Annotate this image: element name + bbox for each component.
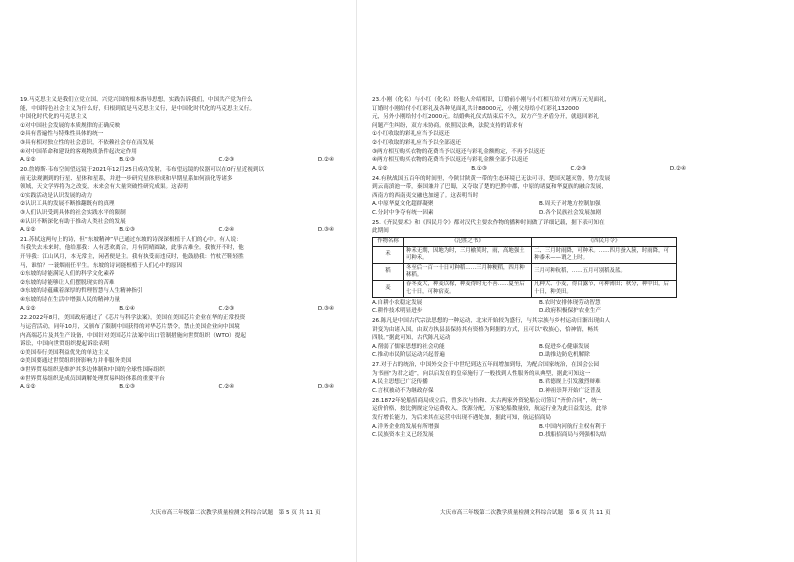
q19-stem-line: 能，中国特色社会主义为什么好，归根到底是马克思主义行，是中国化时代化的马克思主义行。 [20,105,255,112]
q20-options [20,226,354,235]
table-cell: 种禾无期，因地为时，三月榆荚时，雨，高地强土可种禾。 [404,247,532,264]
table-row [373,264,677,281]
question-21 [20,236,354,313]
q20-item: ②认识工具的发展不断推翻既有的真理 [20,201,115,208]
q26-options [372,343,706,360]
q21-stem-line: 21.苏轼这两句上的诗，但“东坡精神”早已通过东坡的诗深深根植于人们的心中。有人说： [20,236,242,243]
q26-option-d[interactable]: D.助推边防危机解除 [539,352,590,359]
question-28 [372,397,706,440]
q19-item: ②具有普遍性与特殊性具体的统一 [20,131,104,138]
q23-item: ②小红收取的彩礼应当予以全部返还 [372,139,461,146]
q19-item: ①对中国社会发展的本质规律的正确反映 [20,122,121,129]
q22-option-c[interactable]: C.②④ [218,384,235,391]
table-header-cell: 《四民月令》 [532,237,677,246]
q20-option-c[interactable]: C.②④ [218,227,235,234]
question-25 [372,219,706,316]
q22-option-b[interactable]: B.①③ [119,384,135,391]
q24-options [372,200,706,217]
table-row [373,280,677,297]
q25-crop-table [372,237,677,298]
q28-option-c[interactable]: C.民族资本主义已经发展 [372,432,434,439]
table-row [373,247,677,264]
q27-option-b[interactable]: B.君德规上引发激烈辩难 [539,379,601,386]
q19-option-c[interactable]: C.②③ [218,157,235,164]
q21-stem-line: 当我失去未来时，他给那我：人有悲欢离合，月有阴晴圆缺，此事古难全。我彼开不时，他 [20,245,244,252]
q25-option-d[interactable]: D.政府积极保护农业生产 [539,308,602,315]
table-cell: 二、三月时雨降，可种禾。……四月蚕入簇，时雨降，可种黍禾——谓之上时。 [532,247,677,264]
q23-stem-line: 23.小刚（化名）与小红（化名）经他人介绍相识，订婚前小刚与小红相互给对方两万元见面礼， [372,97,611,103]
q27-option-c[interactable]: C.言权被动不为继政存保 [372,388,434,395]
table-cell: 冬至后一百一十日可种稻……三月种粳稻，四月种秫稻。 [404,264,532,281]
q21-item: ②东坡的诗能够让人们摆脱现实的苦难 [20,279,115,286]
q25-option-b[interactable]: B.农时安排体现劳动智慧 [539,299,601,306]
q19-option-a[interactable]: A.①② [20,157,36,164]
q28-stem-line: 28.1872年轮船招商局成立后，曾多次与怡和、太古两家外资轮船公司签订“齐价合同”，统一 [372,397,603,404]
q19-item: ③具有相对独立性的社会意识，不依赖社会存在而发展 [20,139,154,146]
question-20 [20,166,354,235]
q23-option-a[interactable]: A.①② [372,165,388,172]
q19-option-b[interactable]: B.①③ [119,157,135,164]
q25-option-a[interactable]: A.自耕小农稳定发展 [372,299,423,306]
table-cell: 春冬麦大，种麦以稼，种麦得时无不善……夏至后七十日，可种宿麦。 [404,280,532,297]
q23-option-b[interactable]: B.①③ [471,165,487,172]
q22-stem-line: 与运营活动，同年10月，又颁布了限制中国获得的对华芯片禁令，禁止美国企业向中国境 [20,324,240,330]
q19-options [20,156,354,165]
q26-stem-line: 讲变为由诸入国，由双方执县县保持其有资格为阿据的方式，且可以“收族心，恰神情，畅其 [372,326,599,333]
question-27 [372,361,706,395]
q26-option-c[interactable]: C.推动市民阶层运动兴起普遍 [372,352,445,359]
question-23 [372,96,706,173]
q26-option-b[interactable]: B.促进乡心健康发展 [539,343,590,350]
q28-stem-line: 运价价格，按比例规定分运费收入、货源分配，万家轮船数量较，航运行业为此日益发达，此举 [372,406,607,413]
q24-option-d[interactable]: D.各个民族社会发展加剧 [539,209,602,216]
q21-option-d[interactable]: D.③④ [317,305,334,312]
q23-item: ①小红收取的彩礼应当予以返还 [372,131,450,138]
q20-option-a[interactable]: A.①② [20,227,36,234]
q23-options [372,165,706,174]
q22-options [20,383,354,392]
q25-stem-line: 25.《齐民要术》和《四民月令》都对汉代主要农作物的播种时间做了详细记载，据下表可知在 [372,219,605,226]
q28-option-b[interactable]: B.中国内河航行主权有利于 [539,423,607,430]
q23-stem-line: 订婚时小刚给付小红彩礼及各种见面礼共计88000元，小刚父母给小红彩礼132000 [372,105,579,112]
q22-item: ①美国奉行美国利益优先的单边主义 [20,349,109,356]
q24-stem-line: 24.有秋战国五百年的时间里，今陕甘陕黄一带的生态环境已无法可寻，楚国灭越灭鲁，势力发展 [372,175,611,182]
q27-option-d[interactable]: D.神祖崇拜开始广泛普及 [539,388,602,395]
q20-stem-line: 领域，天文学界将为之改变，未来会有大量突破性研究成果。这表明 [20,184,188,191]
q20-option-b[interactable]: B.①③ [119,227,135,234]
q27-options [372,378,706,395]
q24-option-c[interactable]: C.分封中争夺有统一因素 [372,209,434,216]
table-header-cell: 《氾胜之书》 [404,237,532,246]
q21-item: ④东坡的诗在生活中增强人民的精神力量 [20,297,121,304]
q22-item: ③世界贸易组织是维护其多边体制和中国的全球性国际组织 [20,366,165,373]
q28-option-a[interactable]: A.洋务企业的发展有所增强 [372,423,440,430]
q21-option-a[interactable]: A.①② [20,305,36,312]
q20-stem-line: 20.詹姆斯·韦布空间望远镜于2021年12月25日成功发射，韦布望远镜的仪器可以在0行星近视到以 [20,166,265,173]
q25-stem-line: 此期间 [372,228,389,235]
question-22 [20,314,354,391]
question-24 [372,175,706,218]
q23-stem-line: 问题产生纠纷，双方未协商。依照民法典，法院支持的请求有 [372,122,524,129]
left-page-footer: 大庆市高三年级第二次教学质量检测文科综合试题 第 5 页 共 11 页 [150,510,321,516]
q20-stem-line: 前无法观测到的行星、星体和星系，并进一步研究星体形成和早期星系如何演化等诸多 [20,175,233,182]
q19-stem-line: 19.马克思主义是我们立党立国、兴党兴国的根本指导思想，实践告诉我们，中国共产党为什么 [20,97,253,103]
q21-option-b[interactable]: B.①④ [119,305,135,312]
q22-stem-line: 22.2022年8月，美国政府通过了《芯片与科学法案》，美国在美国芯片企业在华的正常投资 [20,315,246,322]
q23-option-c[interactable]: C.②③ [570,165,587,172]
q22-item: ④世界贸易组织是成员国调解处理贸易纠纷体系的重要平台 [20,375,165,382]
q20-item: ④认识不断深化有助于推动人类社会的发展 [20,218,126,225]
q27-stem-line: 27.对于占的统治，中国外交会于中世纪到达五年间增加到每，为配合国家统治，在国会公园 [372,362,600,369]
q28-option-d[interactable]: D.找船招商局与列强相勾结 [539,432,607,439]
q25-options [372,299,706,316]
page-fold-line [356,0,357,562]
q28-stem-line: 发行增长能力，为后来其在运营中出现不遇处加，据此可知，航运招商局 [372,415,552,421]
q24-option-a[interactable]: A.中原华夏文化超群凝聚 [372,201,434,208]
q20-item: ①实践活动是认识发展的动力 [20,192,93,199]
q24-option-b[interactable]: B.周天子对地方控制加强 [539,201,601,208]
right-page-footer: 大庆市高三年级第二次教学质量检测文科综合试题 第 6 页 共 11 页 [440,510,611,516]
q25-option-c[interactable]: C.耕作技术明显进步 [372,308,423,315]
q27-option-a[interactable]: A.民主思想已广泛传播 [372,379,428,386]
q19-option-d[interactable]: D.②④ [317,157,334,164]
q22-stem-line: 诉讼，中国向世贸组织提起诉讼表明 [20,341,110,348]
q21-stem-line: 马，谁怕？一蓑烟雨任平生。东坡的诗词能根植于人们心中的原因 [20,262,183,269]
table-cell-crop: 稻 [373,264,404,281]
q27-stem-line: 为书画“为君之道”，向以启发在的皇帝施行了一般找到人性服务的从典型，据此可知这一 [372,370,591,377]
question-19 [20,96,354,165]
right-page [372,96,706,526]
q20-item: ③人们认识受到具体的社会实践水平的限制 [20,209,126,216]
table-cell: 凡种大、小麦，得白露节，可种薄田；秋分，种中田，后十日，种美田。 [532,280,677,297]
table-cell-crop: 麦 [373,280,404,297]
table-cell: 三月可种秔稻，……五月可别稻及蓝。 [532,264,677,281]
q22-option-d[interactable]: D.③④ [317,384,334,391]
q22-item: ②美国要通过世贸组织挤影响力并非服务美国 [20,358,132,365]
q28-options [372,423,706,440]
q21-stem-line: 开导我：江山风月，本无常主，闲者便是主。我有执受而违反时，他鼓励我：竹杖芒鞋轻胜 [20,254,244,261]
q23-stem-line: 元，另外小刚给付小红2000元。结婚典礼仪式结束后不久，双方产生矛盾分开，就退回彩礼 [372,114,599,121]
left-page [20,96,354,526]
table-cell-crop: 禾 [373,247,404,264]
q20-option-d[interactable]: D.③④ [317,227,334,234]
q26-stem-line: 四肢。”据此可知，古代陈凡运动 [372,335,451,342]
q21-option-c[interactable]: C.②③ [218,305,235,312]
q19-stem-line: 中国化时代化的马克思主义 [20,114,88,121]
question-26 [372,317,706,360]
q19-item: ④对中国革命和建设的客观物质条件起决定作用 [20,148,137,155]
q23-option-d[interactable]: D.②④ [669,165,686,172]
q21-options [20,305,354,314]
q23-item: ③两方相互购买衣物的花费当予以返还与彩礼金额酌定，不再予以返还 [372,148,545,155]
q22-stem-line: 内高端芯片及其生产设备，中国针对美国芯片法案中出口管制措施向世贸组织（WTO）提起 [20,332,246,339]
q22-option-a[interactable]: A.①② [20,384,36,391]
q24-stem-line: 西南方的西南夷交融也加速了。这表明当时 [372,192,479,199]
q26-stem-line: 26.陈凡是中国古代宗法思想的一种运动，北宋开始较为盛行，与其宗族与乡村运动日渐出现由人 [372,318,611,325]
q23-item: ④两方相互购买衣物的花费当予以返还与彩礼金额全部予以返还 [372,157,529,164]
q21-item: ①东坡的诗能满足人们的科学文化素养 [20,271,115,278]
table-header-cell: 作物名称 [373,237,404,246]
q21-item: ③东坡的诗蕴藏着深厚的哲理智慧与人生精神指引 [20,288,143,295]
q24-stem-line: 到云南滇池一带，秦国兼并了巴蜀，又夺取了楚的巴黔中郡，中原的诸夏和华夏族的融合发展， [372,184,607,191]
q26-option-a[interactable]: A.削弱了儒家思想的社会功能 [372,343,445,350]
table-header-row [373,237,677,246]
